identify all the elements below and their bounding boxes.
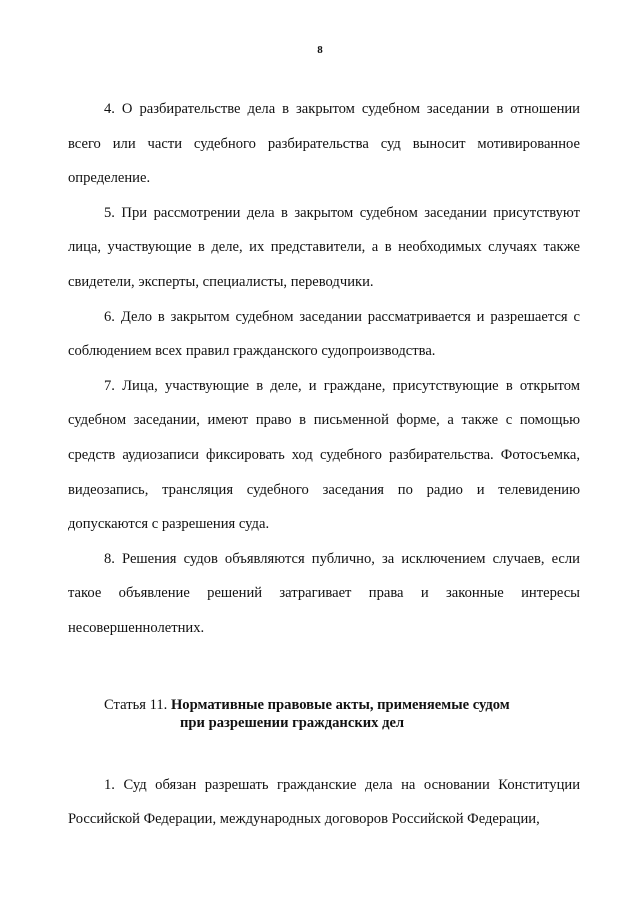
- document-body: [68, 92, 580, 837]
- article-label: Статья 11.: [104, 696, 168, 713]
- paragraph-6: 6. Дело в закрытом судебном заседании рассматривается и разрешается с соблюдением всех правил гражданского судопроизводства.: [68, 308, 580, 360]
- paragraph-7: 7. Лица, участвующие в деле, и граждане, присутствующие в открытом судебном заседании, имеют право в письменной форме, а также с помощью средств аудиозаписи фиксировать ход судебного разбирательства. Фотосъемка, видеозапись, трансляция судебного заседания по радио и телевидению допускаются с разрешения суда.: [68, 377, 580, 533]
- paragraph-5: 5. При рассмотрении дела в закрытом судебном заседании присутствуют лица, участвующие в деле, их представители, а в необходимых случаях также свидетели, эксперты, специалисты, переводчики.: [68, 204, 580, 290]
- article-paragraph-1: 1. Суд обязан разрешать гражданские дела на основании Конституции Российской Федерации, международных договоров Российской Федерации,: [68, 776, 580, 828]
- page-number: 8: [317, 44, 323, 56]
- article-heading: [68, 696, 580, 732]
- paragraph-8: 8. Решения судов объявляются публично, за исключением случаев, если такое объявление решений затрагивает права и законные интересы несовершеннолетних.: [68, 550, 580, 636]
- paragraph-4: 4. О разбирательстве дела в закрытом судебном заседании в отношении всего или части судебного разбирательства суд выносит мотивированное определение.: [68, 101, 580, 187]
- article-title-continuation: при разрешении гражданских дел: [180, 714, 405, 731]
- article-title: Нормативные правовые акты, применяемые судом: [170, 696, 510, 713]
